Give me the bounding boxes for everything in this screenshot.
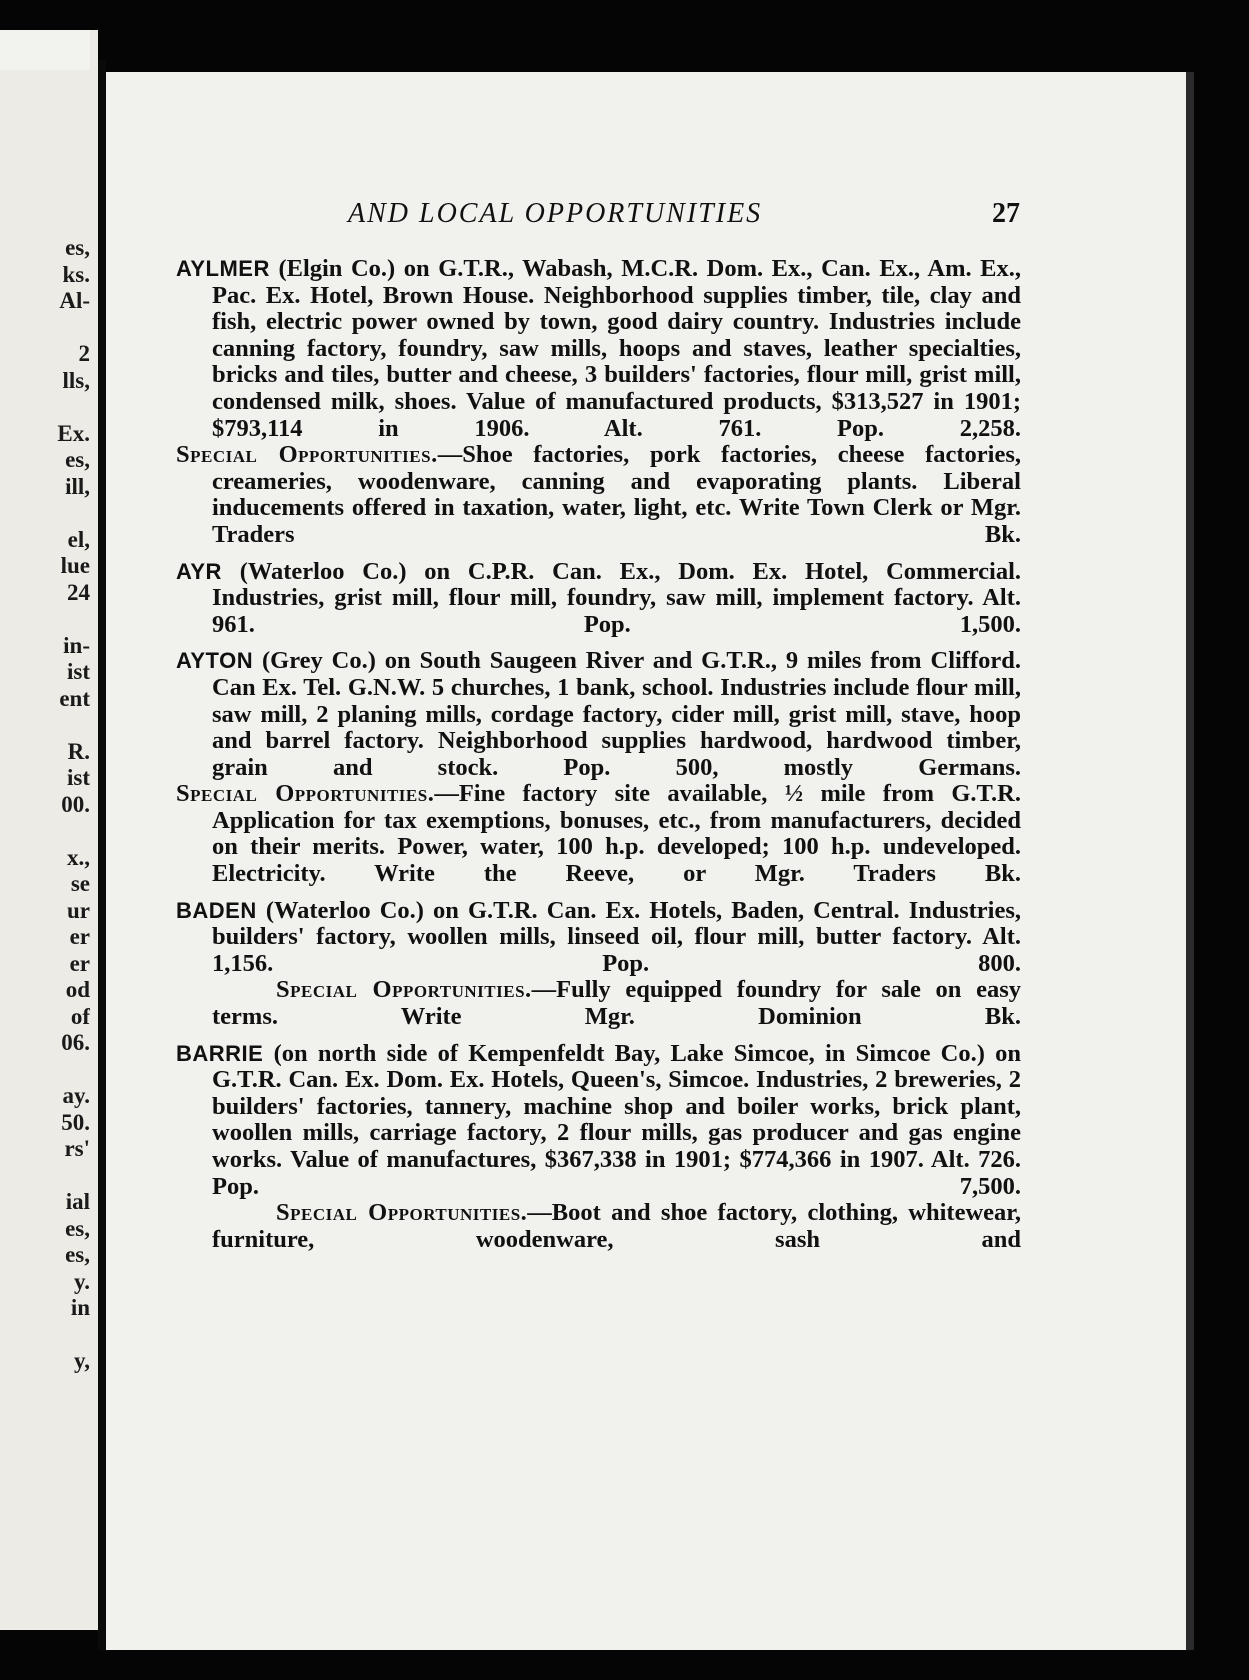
facing-page-text-fragments [0,235,90,1375]
entry-body [176,559,1021,639]
page-edge [1186,72,1194,1650]
special-text: —Boot and shoe factory, clothing, whitewear, furniture, woodenware, sash and [212,1199,1022,1253]
facing-page-fragment [0,315,90,342]
entry-ayr [176,559,1021,639]
facing-page-fragment: Al- [59,288,90,313]
facing-page-fragment: 50. [61,1109,90,1135]
running-head [340,198,1020,234]
facing-page-fragment: R. [67,738,90,764]
facing-page-fragment: lue [60,553,90,578]
facing-page-fragment: ent [59,685,90,711]
entry-body [176,256,1021,442]
entry-text: (Elgin Co.) on G.T.R., Wabash, M.C.R. Dom. Ex., Can. Ex., Am. Ex., Pac. Ex. Hotel, Brown House. Neighborhood supplies timber, tile, clay and fish, electric power owned by town, good dairy country. Industries include canning factory, foundry, saw mills, hoops and staves, leather specialties, bricks and tiles, butter and cheese, 3 builders' factories, flour mill, grist mill, condensed milk, shoes. Value of manufactured products, $313,527 in 1901; $793,114 in 1906. Alt. 761. Pop. 2,258. [212,255,1022,442]
facing-page-fragment: 2 [78,341,90,366]
facing-page-fragment: ur [67,897,90,923]
entry-name: AYTON [176,648,254,674]
special-label: Special Opportunities. [276,1199,528,1227]
facing-page-fragment [0,394,90,421]
entry-text: (Waterloo Co.) on G.T.R. Can. Ex. Hotels, Baden, Central. Industries, builders' factory, woollen mills, linseed oil, flour mill, butter factory. Alt. 1,156. Pop. 800. [212,896,1022,977]
facing-page-fragment [0,1163,90,1190]
facing-page-fragment: y. [74,1268,90,1294]
facing-page-fragment: rs' [64,1136,90,1161]
facing-page-fragment: Ex. [57,420,90,446]
facing-page-fragment: 24 [67,579,90,605]
entry-aylmer [176,256,1021,549]
facing-page-tab [0,30,90,70]
facing-page-fragment: es, [65,447,90,472]
facing-page-fragment: ks. [62,261,90,287]
facing-page-fragment: er [69,950,90,976]
running-head-title: AND LOCAL OPPORTUNITIES [348,198,763,229]
special-label: Special Opportunities. [276,976,532,1004]
entry-baden [176,898,1021,1031]
special-opportunities [176,781,1021,887]
entry-name: BARRIE [176,1040,264,1066]
special-opportunities [176,442,1021,548]
facing-page-fragment: el, [67,526,90,552]
entry-body [176,1041,1021,1201]
special-opportunities [176,1200,1021,1253]
facing-page-fragment: x., [67,844,90,870]
facing-page-fragment [0,1322,90,1349]
facing-page-fragment [0,500,90,527]
facing-page-fragment: od [65,977,90,1002]
entry-barrie [176,1041,1021,1254]
entry-body [176,898,1021,978]
special-label: Special Opportunities. [176,441,438,469]
facing-page-fragment: ial [65,1189,90,1214]
entry-text: (on north side of Kempenfeldt Bay, Lake Simcoe, in Simcoe Co.) on G.T.R. Can. Ex. Dom. Ex. Hotels, Queen's, Simcoe. Industries, 2 breweries, 2 builders' factories, tannery, machine shop and boiler works, brick plant, woollen mills, carriage factory, 2 flour mills, gas producer and gas engine works. Value of manufactures, $367,338 in 1901; $774,366 in 1907. Alt. 726. Pop. 7,500. [212,1039,1021,1200]
entry-name: AYLMER [176,256,270,281]
special-label: Special Opportunities. [176,780,435,808]
facing-page-fragment: in [70,1295,90,1320]
entry-name: AYR [176,558,222,584]
entry-ayton [176,648,1021,887]
facing-page-fragment: in- [63,632,90,658]
facing-page-fragment [0,1057,90,1084]
gazetteer-entries [176,256,1021,1263]
page-number: 27 [992,198,1020,229]
facing-page-fragment: ist [67,659,90,684]
entry-text: (Grey Co.) on South Saugeen River and G.T.R., 9 miles from Clifford. Can Ex. Tel. G.N.W. 5 churches, 1 bank, school. Industries include flour mill, saw mill, 2 planing mills, cordage factory, cider mill, grist mill, stave, hoop and barrel factory. Neighborhood supplies hardwood, hardwood timber, grain and stock. Pop. 500, mostly Germans. [212,647,1021,781]
facing-page-fragment: ist [67,765,90,790]
facing-page-fragment: es, [65,1242,90,1267]
special-text: —Fully equipped foundry for sale on easy terms. Write Mgr. Dominion Bk. [212,976,1022,1031]
facing-page-fragment [0,712,90,739]
facing-page-fragment: 00. [61,791,90,817]
entry-text: (Waterloo Co.) on C.P.R. Can. Ex., Dom. Ex. Hotel, Commercial. Industries, grist mill, flour mill, foundry, saw mill, implement factory. Alt. 961. Pop. 1,500. [212,557,1022,638]
facing-page-fragment: ill, [65,473,90,499]
facing-page-fragment: se [70,871,90,896]
book-spine [98,60,106,1650]
facing-page-fragment [0,818,90,845]
facing-page-fragment: ay. [62,1083,90,1108]
facing-page-fragment: es, [65,235,90,260]
entry-body [176,648,1021,781]
facing-page-fragment: lls, [62,367,90,393]
entry-name: BADEN [176,897,257,923]
special-opportunities [176,977,1021,1030]
facing-page-fragment: er [69,924,90,949]
special-text: —Shoe factories, pork factories, cheese factories, creameries, woodenware, canning and evaporating plants. Liberal inducements offered in taxation, water, light, etc. Write Town Clerk or Mgr. Traders Bk. [212,441,1021,548]
facing-page-fragment: of [70,1003,90,1029]
facing-page-fragment [0,606,90,633]
facing-page-fragment: es, [65,1215,90,1241]
facing-page-fragment: y, [74,1348,90,1373]
special-text: —Fine factory site available, ½ mile from G.T.R. Application for tax exemptions, bonuses, etc., from manufacturers, decided on their merits. Power, water, 100 h.p. developed; 100 h.p. undeveloped. Electricity. Write the Reeve, or Mgr. Traders Bk. [212,780,1021,888]
facing-page-fragment: 06. [61,1030,90,1055]
